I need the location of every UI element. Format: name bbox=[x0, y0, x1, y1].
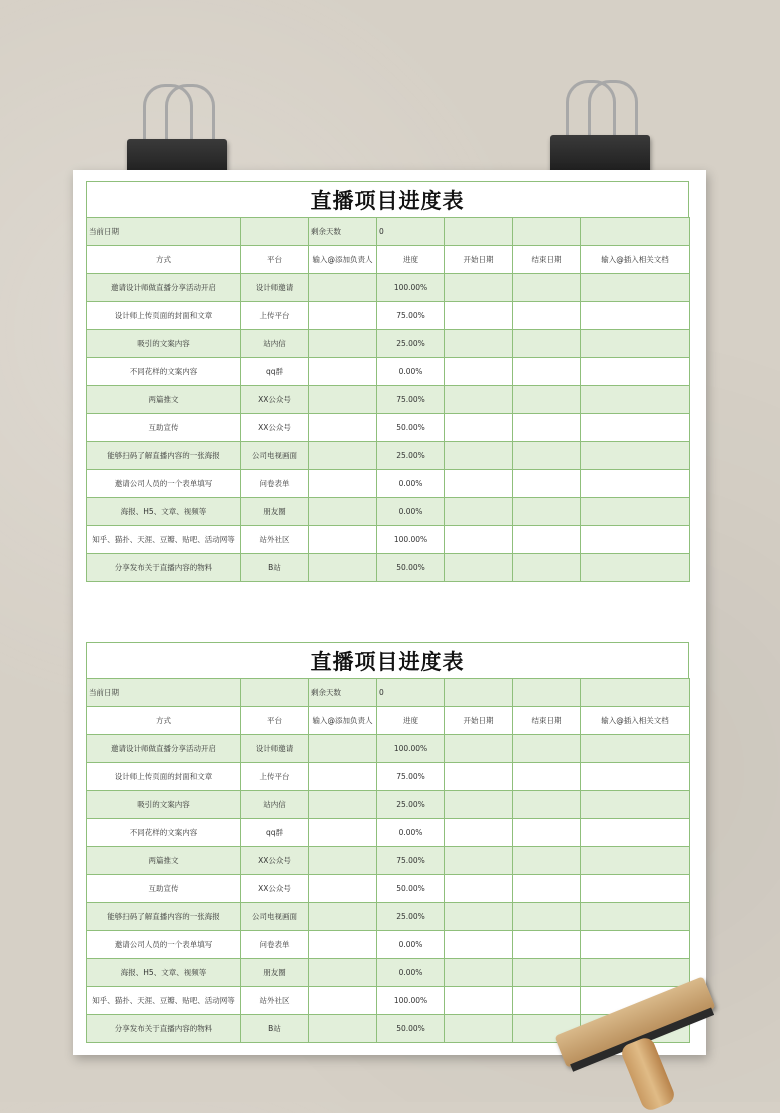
start-date-cell[interactable] bbox=[445, 554, 513, 582]
platform-cell: 设计师邀请 bbox=[241, 735, 309, 763]
start-date-cell[interactable] bbox=[445, 819, 513, 847]
end-date-cell[interactable] bbox=[513, 931, 581, 959]
progress-cell: 0.00% bbox=[377, 819, 445, 847]
progress-cell: 25.00% bbox=[377, 903, 445, 931]
owner-cell[interactable] bbox=[309, 554, 377, 582]
method-cell: 设计师上传页面的封面和文章 bbox=[87, 302, 241, 330]
start-date-cell[interactable] bbox=[445, 847, 513, 875]
method-cell: 邀请公司人员的一个表单填写 bbox=[87, 931, 241, 959]
start-date-cell[interactable] bbox=[445, 330, 513, 358]
document-cell[interactable] bbox=[581, 847, 690, 875]
table-row bbox=[87, 903, 690, 931]
end-date-cell[interactable] bbox=[513, 819, 581, 847]
owner-cell[interactable] bbox=[309, 903, 377, 931]
end-date-cell[interactable] bbox=[513, 847, 581, 875]
method-cell: 分享发布关于直播内容的物料 bbox=[87, 1015, 241, 1043]
paper-sheet bbox=[73, 170, 706, 1055]
owner-cell[interactable] bbox=[309, 931, 377, 959]
table-row bbox=[87, 330, 690, 358]
column-header: 方式 bbox=[87, 707, 241, 735]
end-date-cell[interactable] bbox=[513, 763, 581, 791]
document-cell[interactable] bbox=[581, 903, 690, 931]
start-date-cell[interactable] bbox=[445, 526, 513, 554]
table-row bbox=[87, 358, 690, 386]
document-cell[interactable] bbox=[581, 526, 690, 554]
table-row bbox=[87, 302, 690, 330]
progress-cell: 50.00% bbox=[377, 875, 445, 903]
progress-cell: 25.00% bbox=[377, 791, 445, 819]
owner-cell[interactable] bbox=[309, 358, 377, 386]
method-cell: 邀请设计师做直播分享活动开启 bbox=[87, 735, 241, 763]
progress-cell: 100.00% bbox=[377, 987, 445, 1015]
progress-cell: 50.00% bbox=[377, 414, 445, 442]
start-date-cell[interactable] bbox=[445, 735, 513, 763]
document-cell[interactable] bbox=[581, 763, 690, 791]
end-date-cell[interactable] bbox=[513, 386, 581, 414]
end-date-cell[interactable] bbox=[513, 959, 581, 987]
column-header: 结束日期 bbox=[513, 707, 581, 735]
progress-cell: 25.00% bbox=[377, 442, 445, 470]
method-cell: 两篇推文 bbox=[87, 386, 241, 414]
end-date-cell[interactable] bbox=[513, 875, 581, 903]
current-date-label: 当前日期 bbox=[87, 218, 241, 246]
empty-cell bbox=[445, 218, 513, 246]
progress-cell: 25.00% bbox=[377, 330, 445, 358]
progress-cell: 0.00% bbox=[377, 470, 445, 498]
owner-cell[interactable] bbox=[309, 763, 377, 791]
column-header: 平台 bbox=[241, 707, 309, 735]
document-cell[interactable] bbox=[581, 498, 690, 526]
platform-cell: 问卷表单 bbox=[241, 931, 309, 959]
current-date-value[interactable] bbox=[241, 218, 309, 246]
table-row bbox=[87, 931, 690, 959]
column-header: 输入@插入相关文档 bbox=[581, 707, 690, 735]
platform-cell: 朋友圈 bbox=[241, 498, 309, 526]
start-date-cell[interactable] bbox=[445, 274, 513, 302]
progress-cell: 100.00% bbox=[377, 735, 445, 763]
method-cell: 能够扫码了解直播内容的一张海报 bbox=[87, 903, 241, 931]
table-row bbox=[87, 875, 690, 903]
document-cell[interactable] bbox=[581, 819, 690, 847]
end-date-cell[interactable] bbox=[513, 414, 581, 442]
table-row bbox=[87, 959, 690, 987]
progress-cell: 75.00% bbox=[377, 847, 445, 875]
remaining-days-value: 0 bbox=[377, 218, 445, 246]
platform-cell: 站内信 bbox=[241, 791, 309, 819]
column-header: 结束日期 bbox=[513, 246, 581, 274]
table-row bbox=[87, 847, 690, 875]
owner-cell[interactable] bbox=[309, 526, 377, 554]
date-row bbox=[87, 218, 690, 246]
method-cell: 海报、H5、文章、视频等 bbox=[87, 959, 241, 987]
owner-cell[interactable] bbox=[309, 1015, 377, 1043]
progress-sheet bbox=[86, 642, 689, 1043]
document-cell[interactable] bbox=[581, 358, 690, 386]
method-cell: 分享发布关于直播内容的物料 bbox=[87, 554, 241, 582]
platform-cell: qq群 bbox=[241, 358, 309, 386]
platform-cell: 问卷表单 bbox=[241, 470, 309, 498]
end-date-cell[interactable] bbox=[513, 498, 581, 526]
method-cell: 不同花样的文案内容 bbox=[87, 358, 241, 386]
end-date-cell[interactable] bbox=[513, 302, 581, 330]
start-date-cell[interactable] bbox=[445, 903, 513, 931]
owner-cell[interactable] bbox=[309, 414, 377, 442]
document-cell[interactable] bbox=[581, 386, 690, 414]
method-cell: 互助宣传 bbox=[87, 414, 241, 442]
platform-cell: B站 bbox=[241, 1015, 309, 1043]
table-row bbox=[87, 526, 690, 554]
empty-cell bbox=[581, 218, 690, 246]
progress-cell: 75.00% bbox=[377, 302, 445, 330]
table-row bbox=[87, 442, 690, 470]
method-cell: 知乎、猫扑、天涯、豆瓣、贴吧、活动网等 bbox=[87, 987, 241, 1015]
platform-cell: 站外社区 bbox=[241, 526, 309, 554]
table-row bbox=[87, 554, 690, 582]
start-date-cell[interactable] bbox=[445, 763, 513, 791]
method-cell: 两篇推文 bbox=[87, 847, 241, 875]
start-date-cell[interactable] bbox=[445, 1015, 513, 1043]
wooden-stamp-icon bbox=[545, 985, 745, 1102]
progress-cell: 0.00% bbox=[377, 358, 445, 386]
document-cell[interactable] bbox=[581, 875, 690, 903]
platform-cell: 上传平台 bbox=[241, 302, 309, 330]
start-date-cell[interactable] bbox=[445, 442, 513, 470]
method-cell: 邀请设计师做直播分享活动开启 bbox=[87, 274, 241, 302]
table-row bbox=[87, 791, 690, 819]
platform-cell: 上传平台 bbox=[241, 763, 309, 791]
header-row bbox=[87, 707, 690, 735]
end-date-cell[interactable] bbox=[513, 554, 581, 582]
table-row bbox=[87, 414, 690, 442]
platform-cell: qq群 bbox=[241, 819, 309, 847]
progress-cell: 0.00% bbox=[377, 959, 445, 987]
method-cell: 能够扫码了解直播内容的一张海报 bbox=[87, 442, 241, 470]
document-cell[interactable] bbox=[581, 442, 690, 470]
end-date-cell[interactable] bbox=[513, 274, 581, 302]
document-cell[interactable] bbox=[581, 330, 690, 358]
end-date-cell[interactable] bbox=[513, 526, 581, 554]
remaining-days-value: 0 bbox=[377, 679, 445, 707]
end-date-cell[interactable] bbox=[513, 903, 581, 931]
platform-cell: XX公众号 bbox=[241, 414, 309, 442]
column-header: 开始日期 bbox=[445, 707, 513, 735]
document-cell[interactable] bbox=[581, 302, 690, 330]
owner-cell[interactable] bbox=[309, 386, 377, 414]
platform-cell: 站外社区 bbox=[241, 987, 309, 1015]
method-cell: 邀请公司人员的一个表单填写 bbox=[87, 470, 241, 498]
start-date-cell[interactable] bbox=[445, 358, 513, 386]
method-cell: 知乎、猫扑、天涯、豆瓣、贴吧、活动网等 bbox=[87, 526, 241, 554]
progress-cell: 75.00% bbox=[377, 386, 445, 414]
start-date-cell[interactable] bbox=[445, 470, 513, 498]
header-row bbox=[87, 246, 690, 274]
empty-cell bbox=[513, 218, 581, 246]
document-cell[interactable] bbox=[581, 274, 690, 302]
start-date-cell[interactable] bbox=[445, 498, 513, 526]
owner-cell[interactable] bbox=[309, 330, 377, 358]
document-cell[interactable] bbox=[581, 959, 690, 987]
current-date-value[interactable] bbox=[241, 679, 309, 707]
platform-cell: XX公众号 bbox=[241, 386, 309, 414]
platform-cell: B站 bbox=[241, 554, 309, 582]
table-row bbox=[87, 498, 690, 526]
platform-cell: 朋友圈 bbox=[241, 959, 309, 987]
table-row bbox=[87, 274, 690, 302]
method-cell: 设计师上传页面的封面和文章 bbox=[87, 763, 241, 791]
method-cell: 海报、H5、文章、视频等 bbox=[87, 498, 241, 526]
method-cell: 吸引的文案内容 bbox=[87, 330, 241, 358]
progress-cell: 75.00% bbox=[377, 763, 445, 791]
end-date-cell[interactable] bbox=[513, 470, 581, 498]
owner-cell[interactable] bbox=[309, 819, 377, 847]
empty-cell bbox=[581, 679, 690, 707]
progress-sheet bbox=[86, 181, 689, 582]
current-date-label: 当前日期 bbox=[87, 679, 241, 707]
document-cell[interactable] bbox=[581, 931, 690, 959]
table-row bbox=[87, 386, 690, 414]
start-date-cell[interactable] bbox=[445, 959, 513, 987]
start-date-cell[interactable] bbox=[445, 875, 513, 903]
progress-cell: 50.00% bbox=[377, 1015, 445, 1043]
remaining-days-label: 剩余天数 bbox=[309, 679, 377, 707]
start-date-cell[interactable] bbox=[445, 791, 513, 819]
end-date-cell[interactable] bbox=[513, 735, 581, 763]
method-cell: 互助宣传 bbox=[87, 875, 241, 903]
document-cell[interactable] bbox=[581, 791, 690, 819]
table-row bbox=[87, 819, 690, 847]
owner-cell[interactable] bbox=[309, 875, 377, 903]
method-cell: 吸引的文案内容 bbox=[87, 791, 241, 819]
remaining-days-label: 剩余天数 bbox=[309, 218, 377, 246]
empty-cell bbox=[513, 679, 581, 707]
owner-cell[interactable] bbox=[309, 470, 377, 498]
owner-cell[interactable] bbox=[309, 987, 377, 1015]
table-row bbox=[87, 735, 690, 763]
end-date-cell[interactable] bbox=[513, 791, 581, 819]
method-cell: 不同花样的文案内容 bbox=[87, 819, 241, 847]
owner-cell[interactable] bbox=[309, 274, 377, 302]
platform-cell: 设计师邀请 bbox=[241, 274, 309, 302]
progress-cell: 0.00% bbox=[377, 498, 445, 526]
column-header: 输入@添加负责人 bbox=[309, 707, 377, 735]
column-header: 平台 bbox=[241, 246, 309, 274]
platform-cell: 站内信 bbox=[241, 330, 309, 358]
sheet-title: 直播项目进度表 bbox=[86, 181, 689, 217]
start-date-cell[interactable] bbox=[445, 987, 513, 1015]
start-date-cell[interactable] bbox=[445, 386, 513, 414]
end-date-cell[interactable] bbox=[513, 330, 581, 358]
progress-cell: 100.00% bbox=[377, 274, 445, 302]
column-header: 输入@插入相关文档 bbox=[581, 246, 690, 274]
progress-cell: 100.00% bbox=[377, 526, 445, 554]
owner-cell[interactable] bbox=[309, 959, 377, 987]
start-date-cell[interactable] bbox=[445, 931, 513, 959]
owner-cell[interactable] bbox=[309, 847, 377, 875]
column-header: 进度 bbox=[377, 246, 445, 274]
start-date-cell[interactable] bbox=[445, 302, 513, 330]
progress-cell: 50.00% bbox=[377, 554, 445, 582]
end-date-cell[interactable] bbox=[513, 442, 581, 470]
date-row bbox=[87, 679, 690, 707]
platform-cell: 公司电视画面 bbox=[241, 442, 309, 470]
empty-cell bbox=[445, 679, 513, 707]
table-row bbox=[87, 470, 690, 498]
owner-cell[interactable] bbox=[309, 735, 377, 763]
column-header: 开始日期 bbox=[445, 246, 513, 274]
platform-cell: XX公众号 bbox=[241, 847, 309, 875]
document-cell[interactable] bbox=[581, 414, 690, 442]
table-row bbox=[87, 763, 690, 791]
sheet-title: 直播项目进度表 bbox=[86, 642, 689, 678]
progress-cell: 0.00% bbox=[377, 931, 445, 959]
platform-cell: XX公众号 bbox=[241, 875, 309, 903]
column-header: 进度 bbox=[377, 707, 445, 735]
owner-cell[interactable] bbox=[309, 302, 377, 330]
document-cell[interactable] bbox=[581, 735, 690, 763]
document-cell[interactable] bbox=[581, 470, 690, 498]
document-cell[interactable] bbox=[581, 554, 690, 582]
owner-cell[interactable] bbox=[309, 498, 377, 526]
column-header: 方式 bbox=[87, 246, 241, 274]
owner-cell[interactable] bbox=[309, 791, 377, 819]
end-date-cell[interactable] bbox=[513, 358, 581, 386]
progress-table bbox=[86, 217, 690, 582]
platform-cell: 公司电视画面 bbox=[241, 903, 309, 931]
owner-cell[interactable] bbox=[309, 442, 377, 470]
column-header: 输入@添加负责人 bbox=[309, 246, 377, 274]
start-date-cell[interactable] bbox=[445, 414, 513, 442]
